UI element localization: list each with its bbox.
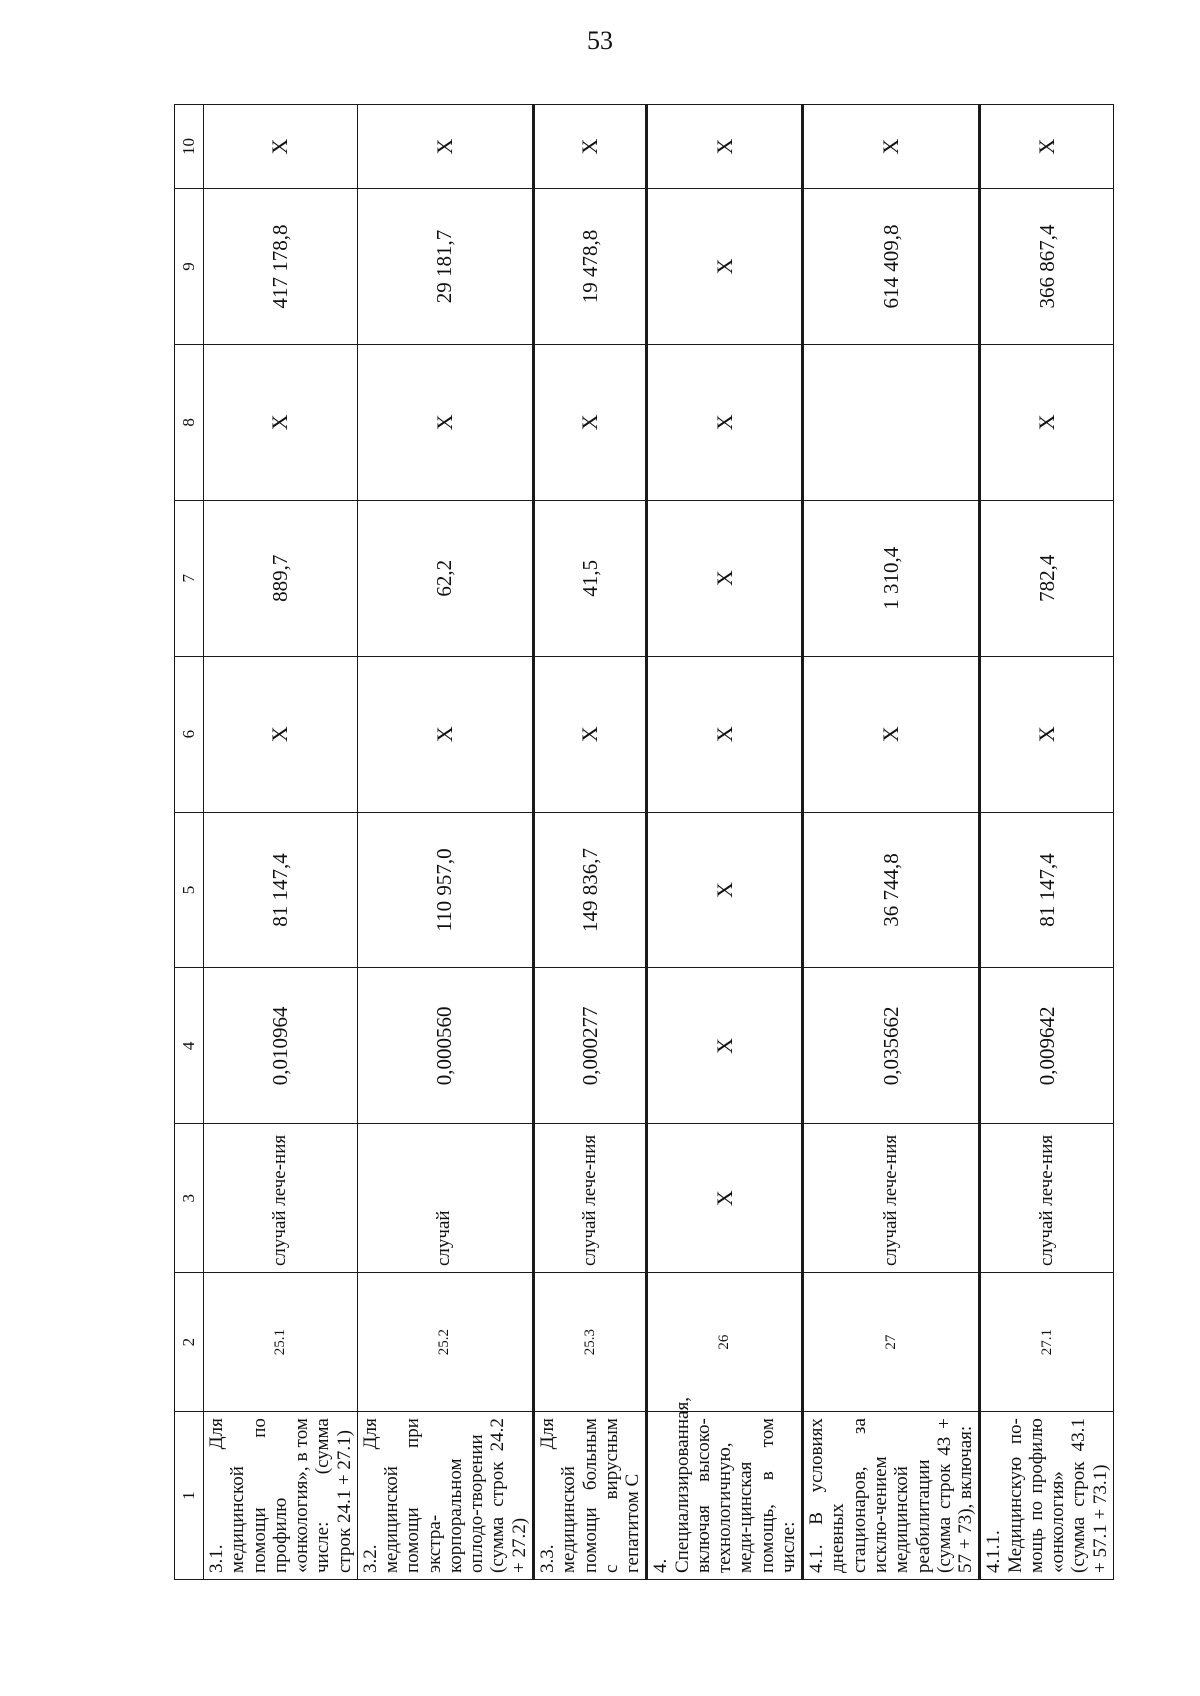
row-value-col8: X (357, 344, 533, 500)
row-value-col6: X (980, 656, 1114, 812)
row-name-cell: 3.1. Для медицинской помощи по профилю «онкология», в том числе: (сумма строк 24.1 + 27.1) (204, 1412, 358, 1580)
table-row (803, 105, 980, 1580)
header-cell-4: 4 (175, 968, 204, 1124)
table-row (647, 105, 803, 1580)
row-value-col10: X (647, 105, 803, 189)
row-value-col10: X (357, 105, 533, 189)
header-row (175, 105, 204, 1580)
row-value-col6: X (803, 656, 980, 812)
row-value-col4: 0,000560 (357, 968, 533, 1124)
row-value-col7: 62,2 (357, 500, 533, 656)
header-cell-7: 7 (175, 500, 204, 656)
row-value-col9: 417 178,8 (204, 189, 358, 345)
table-row (533, 105, 646, 1580)
row-value-col5: X (647, 812, 803, 968)
header-cell-10: 10 (175, 105, 204, 189)
header-cell-2: 2 (175, 1273, 204, 1412)
row-unit-cell: случай лече-ния (803, 1124, 980, 1273)
data-table (174, 104, 1114, 1580)
row-value-col6: X (647, 656, 803, 812)
row-value-col8: X (647, 344, 803, 500)
row-value-col6: X (533, 656, 646, 812)
header-cell-9: 9 (175, 189, 204, 345)
row-value-col5: 36 744,8 (803, 812, 980, 968)
row-unit-cell: случай лече-ния (980, 1124, 1114, 1273)
table-row (357, 105, 533, 1580)
row-name-cell: 3.3. Для медицинской помощи больным с вирусным гепатитом С (533, 1412, 646, 1580)
row-value-col5: 110 957,0 (357, 812, 533, 968)
row-value-col5: 81 147,4 (204, 812, 358, 968)
row-unit-cell: случай лече-ния (533, 1124, 646, 1273)
row-value-col5: 81 147,4 (980, 812, 1114, 968)
row-value-col7: 782,4 (980, 500, 1114, 656)
row-code-cell: 25.2 (357, 1273, 533, 1412)
row-unit-cell: X (647, 1124, 803, 1273)
row-code-cell: 26 (647, 1273, 803, 1412)
row-code-cell: 27 (803, 1273, 980, 1412)
row-value-col4: 0,010964 (204, 968, 358, 1124)
row-value-col4: 0,000277 (533, 968, 646, 1124)
row-name-cell: 4.1. В условиях дневных стационаров, за исклю-чением медицинской реабилитации (сумма строк 43 + 57 + 73), включая: (803, 1412, 980, 1580)
row-value-col5: 149 836,7 (533, 812, 646, 968)
row-value-col6: X (204, 656, 358, 812)
row-code-cell: 25.1 (204, 1273, 358, 1412)
row-value-col8: X (980, 344, 1114, 500)
row-value-col9: 19 478,8 (533, 189, 646, 345)
row-unit-cell: случай (357, 1124, 533, 1273)
row-value-col10: X (803, 105, 980, 189)
row-value-col7: 1 310,4 (803, 500, 980, 656)
row-value-col9: X (647, 189, 803, 345)
row-name-cell: 4.1.1. Медицинскую по-мощь по профилю «онкология» (сумма строк 43.1 + 57.1 + 73.1) (980, 1412, 1114, 1580)
header-cell-3: 3 (175, 1124, 204, 1273)
row-value-col9: 29 181,7 (357, 189, 533, 345)
row-value-col4: 0,009642 (980, 968, 1114, 1124)
row-unit-cell: случай лече-ния (204, 1124, 358, 1273)
row-value-col7: 41,5 (533, 500, 646, 656)
rotated-table-container (174, 104, 1111, 1580)
header-cell-8: 8 (175, 344, 204, 500)
row-value-col9: 614 409,8 (803, 189, 980, 345)
table-row (204, 105, 358, 1580)
row-value-col9: 366 867,4 (980, 189, 1114, 345)
row-value-col7: 889,7 (204, 500, 358, 656)
row-value-col4: 0,035662 (803, 968, 980, 1124)
row-value-col8: X (204, 344, 358, 500)
table-frame (174, 104, 1111, 1580)
row-value-col10: X (980, 105, 1114, 189)
page-number: 53 (587, 26, 613, 55)
row-value-col10: X (204, 105, 358, 189)
row-code-cell: 25.3 (533, 1273, 646, 1412)
row-value-col6: X (357, 656, 533, 812)
row-value-col7: X (647, 500, 803, 656)
row-code-cell: 27.1 (980, 1273, 1114, 1412)
header-cell-1: 1 (175, 1412, 204, 1580)
row-value-col8: X (533, 344, 646, 500)
row-name-cell: 3.2. Для медицинской помощи при экстра-корпоральном оплодо-творении (сумма строк 24.2 + 27.2) (357, 1412, 533, 1580)
row-value-col8 (803, 344, 980, 500)
table-row (980, 105, 1114, 1580)
header-cell-6: 6 (175, 656, 204, 812)
row-name-cell: 4. Специализированная, включая высоко-технологичную, меди-цинская помощь, в том числе: (647, 1412, 803, 1580)
row-value-col4: X (647, 968, 803, 1124)
header-cell-5: 5 (175, 812, 204, 968)
row-value-col10: X (533, 105, 646, 189)
